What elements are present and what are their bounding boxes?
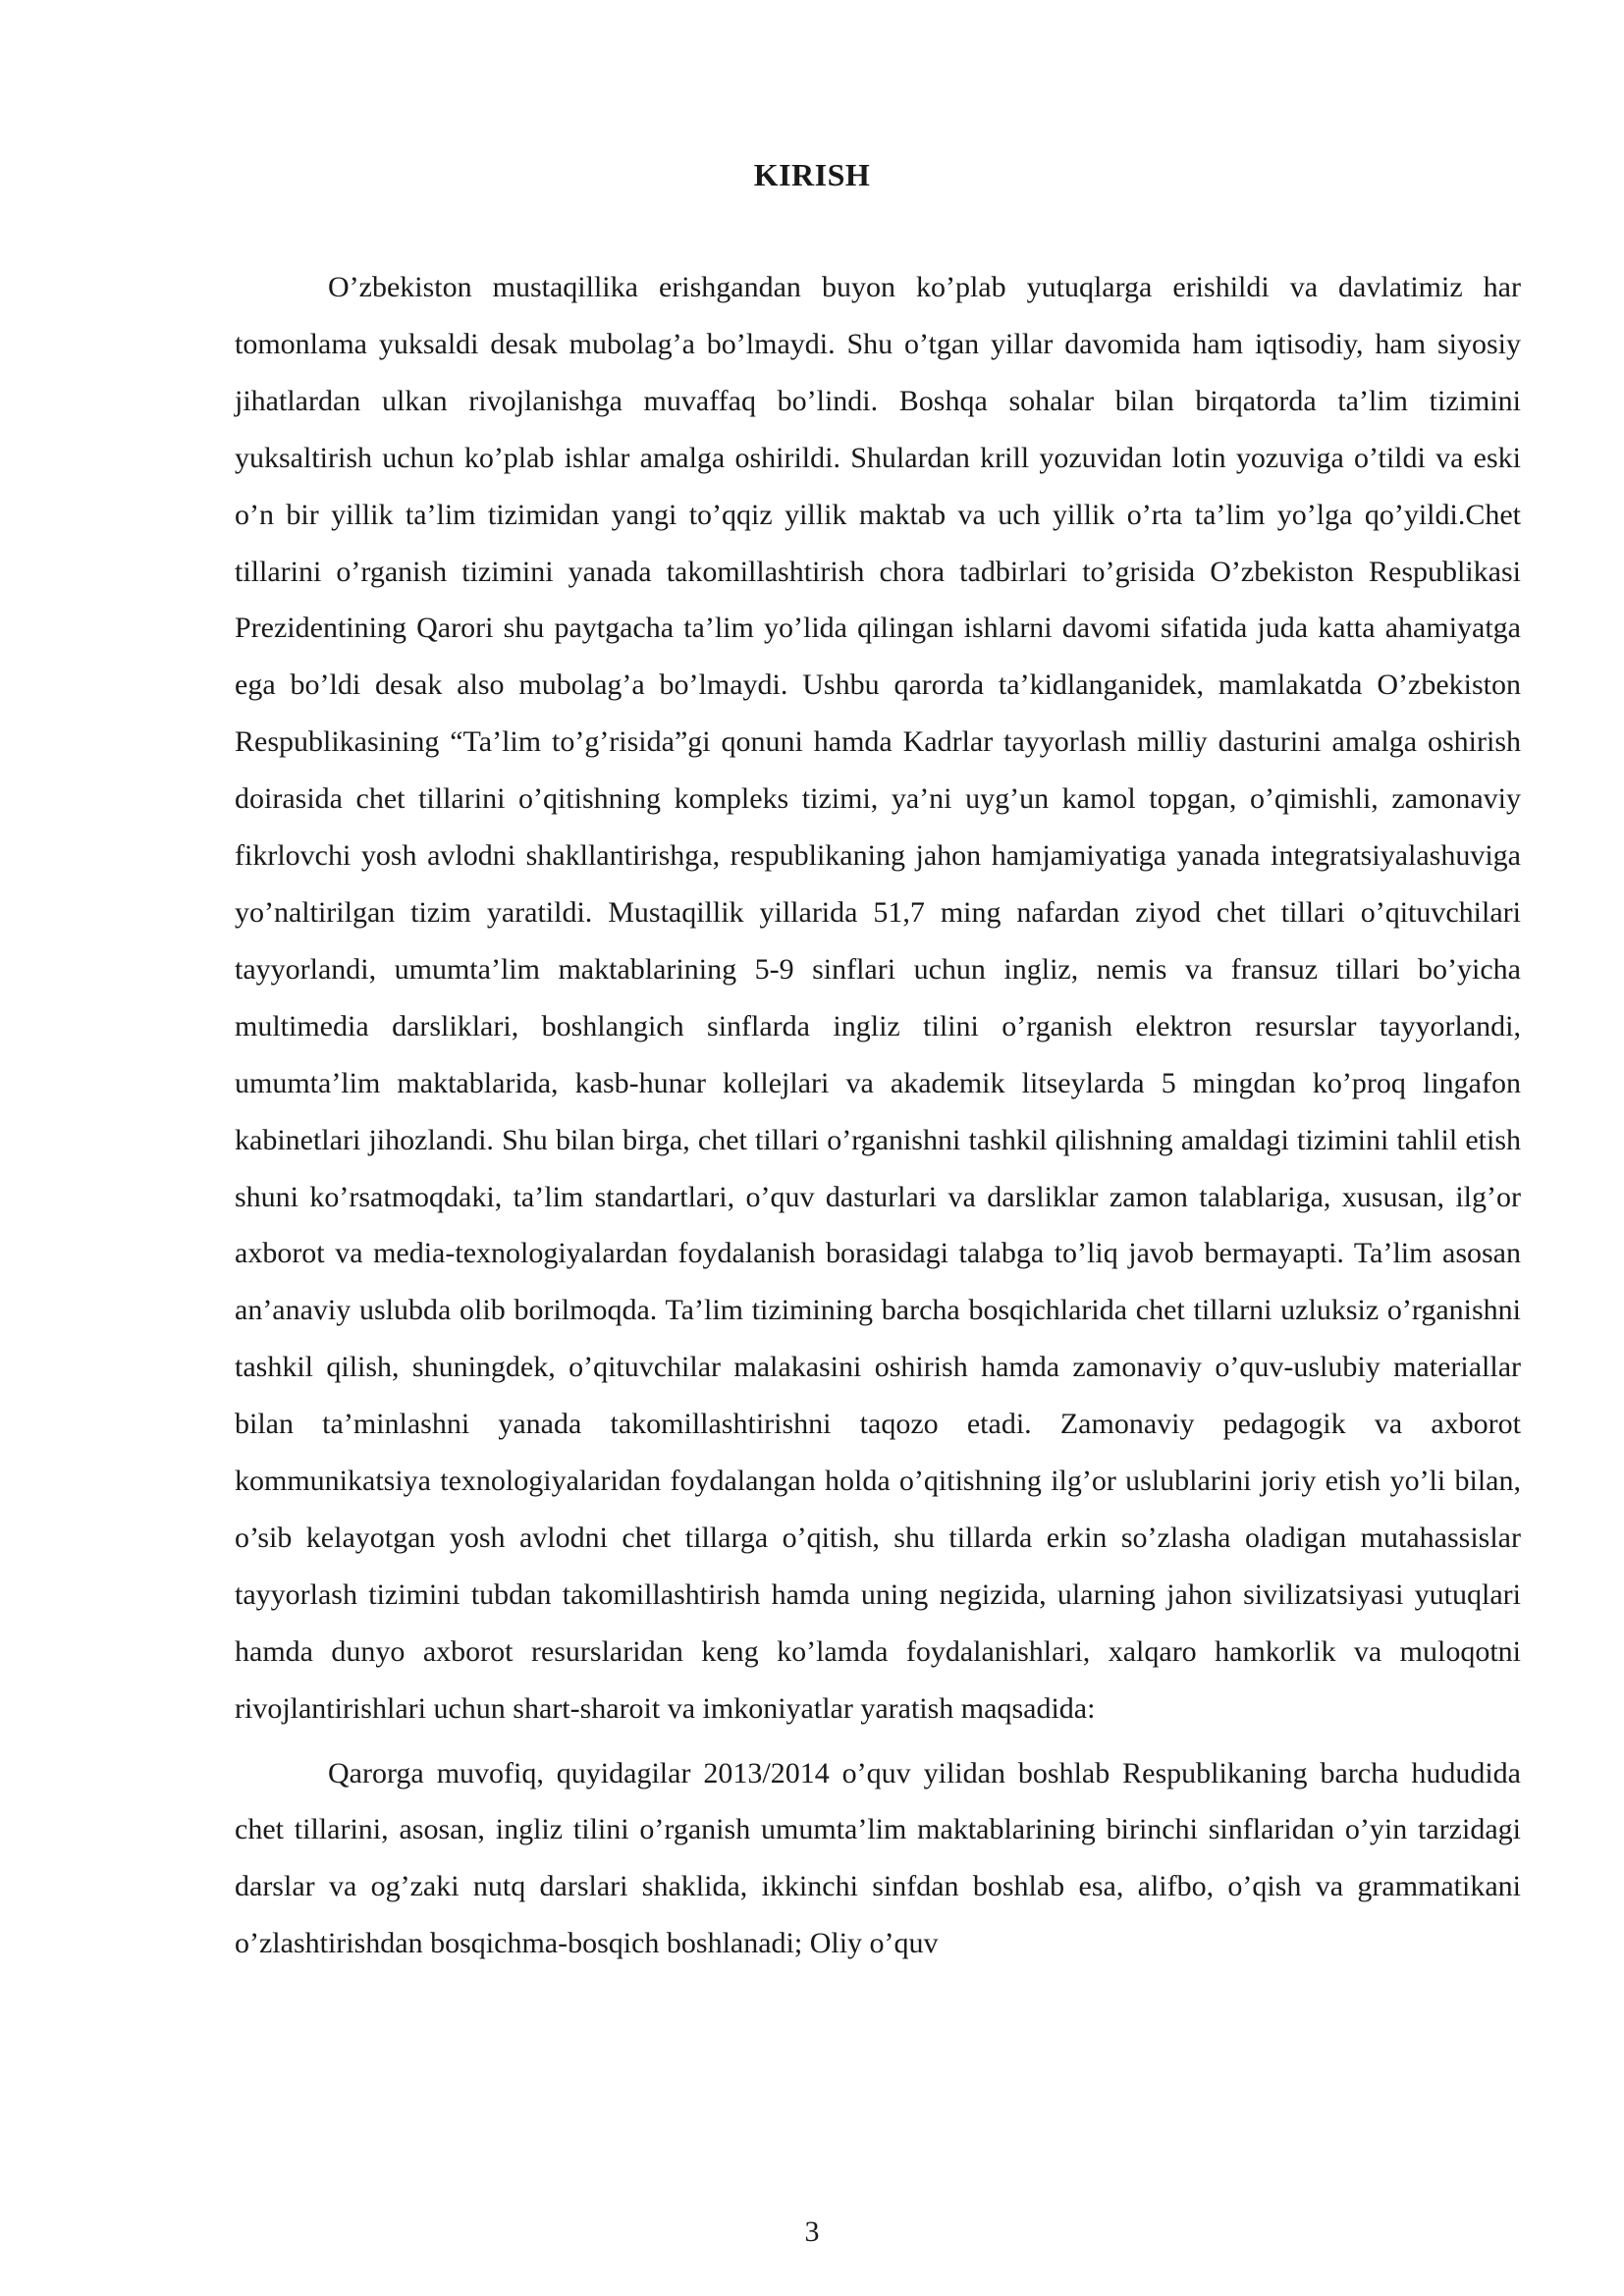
- page-number: 3: [804, 2216, 820, 2248]
- section-heading: KIRISH: [753, 157, 871, 192]
- paragraph-resolution: Qarorga muvofiq, quyidagilar 2013/2014 o’quv yilidan boshlab Respublikaning barcha hududida chet tillarini, asosan, ingliz tilini o’rganish umumta’lim maktablarining birinchi sinflaridan o’yin tarzidagi darslar va og’zaki nutq darslari shaklida, ikkinchi sinfdan boshlab esa, alifbo, o’qish va grammatikani o’zlashtirishdan bosqichma-bosqich boshlanadi; Oliy o’quv: [235, 1756, 1521, 1960]
- paragraph-introduction: O’zbekiston mustaqillika erishgandan buyon ko’plab yutuqlarga erishildi va davlatimiz har tomonlama yuksaldi desak mubolag’a bo’lmaydi. Shu o’tgan yillar davomida ham iqtisodiy, ham siyosiy jihatlardan ulkan rivojlanishga muvaffaq bo’lindi. Boshqa sohalar bilan birqatorda ta’lim tizimini yuksaltirish uchun ko’plab ishlar amalga oshirildi. Shulardan krill yozuvidan lotin yozuviga o’tildi va eski o’n bir yillik ta’lim tizimidan yangi to’qqiz yillik maktab va uch yillik o’rta ta’lim yo’lga qo’yildi.Chet tillarini o’rganish tizimini yanada takomillashtirish chora tadbirlari to’grisida O’zbekiston Respublikasi Prezidentining Qarori shu paytgacha ta’lim yo’lida qilingan ishlarni davomi sifatida juda katta ahamiyatga ega bo’ldi desak also mubolag’a bo’lmaydi. Ushbu qarorda ta’kidlanganidek, mamlakatda O’zbekiston Respublikasining “Ta’lim to’g’risida”gi qonuni hamda Kadrlar tayyorlash milliy dasturini amalga oshirish doirasida chet tillarini o’qitishning kompleks tizimi, ya’ni uyg’un kamol topgan, o’qimishli, zamonaviy fikrlovchi yosh avlodni shakllantirishga, respublikaning jahon hamjamiyatiga yanada integratsiyalashuviga yo’naltirilgan tizim yaratildi. Mustaqillik yillarida 51,7 ming nafardan ziyod chet tillari o’qituvchilari tayyorlandi, umumta’lim maktablarining 5-9 sinflari uchun ingliz, nemis va fransuz tillari bo’yicha multimedia darsliklari, boshlangich sinflarda ingliz tilini o’rganish elektron resurslar tayyorlandi, umumta’lim maktablarida, kasb-hunar kollejlari va akademik litseylarda 5 mingdan ko’proq lingafon kabinetlari jihozlandi. Shu bilan birga, chet tillari o’rganishni tashkil qilishning amaldagi tizimini tahlil etish shuni ko’rsatmoqdaki, ta’lim standartlari, o’quv dasturlari va darsliklar zamon talablariga, xususan, ilg’or axborot va media-texnologiyalardan foydalanish borasidagi talabga to’liq javob bermayapti. Ta’lim asosan an’anaviy uslubda olib borilmoqda. Ta’lim tizimining barcha bosqichlarida chet tillarni uzluksiz o’rganishni tashkil qilish, shuningdek, o’qituvchilar malakasini oshirish hamda zamonaviy o’quv-uslubiy materiallar bilan ta’minlashni yanada takomillashtirishni taqozo etadi. Zamonaviy pedagogik va axborot kommunikatsiya texnologiyalaridan foydalangan holda o’qitishning ilg’or uslublarini joriy etish yo’li bilan, o’sib kelayotgan yosh avlodni chet tillarga o’qitish, shu tillarda erkin so’zlasha oladigan mutahassislar tayyorlash tizimini tubdan takomillashtirish hamda uning negizida, ularning jahon sivilizatsiyasi yutuqlari hamda dunyo axborot resurslaridan keng ko’lamda foydalanishlari, xalqaro hamkorlik va muloqotni rivojlantirishlari uchun shart-sharoit va imkoniyatlar yaratish maqsadida:: [235, 271, 1521, 1725]
- body-text: [235, 259, 1521, 1972]
